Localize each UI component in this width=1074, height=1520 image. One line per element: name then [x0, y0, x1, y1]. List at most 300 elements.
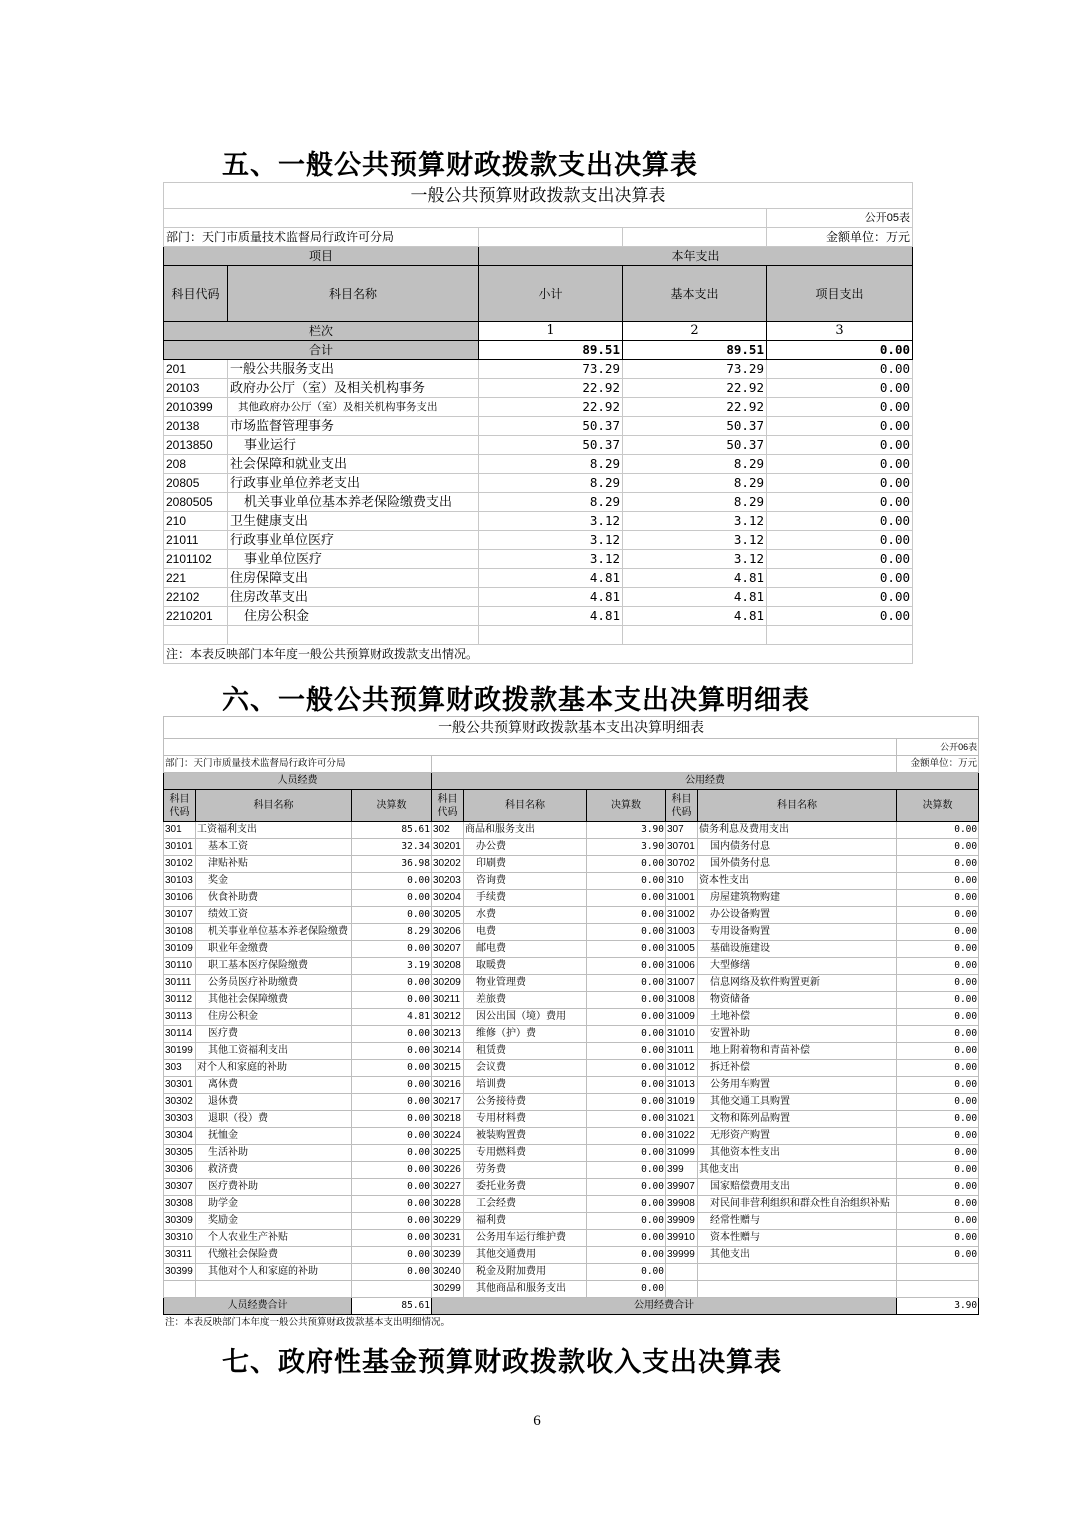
row-code: 20103: [164, 379, 228, 398]
amount-personnel: 36.98: [352, 856, 432, 873]
hdr-amount-2: 决算数: [587, 790, 666, 822]
amount-goods: 0.00: [587, 1213, 666, 1230]
header-current-year: 本年支出: [479, 247, 913, 266]
row-name: 社会保障和就业支出: [228, 455, 479, 474]
code-capital: 30702: [666, 856, 698, 873]
row-basic: 22.92: [623, 379, 767, 398]
header-basic: 基本支出: [623, 266, 767, 322]
row-subtotal: 3.12: [479, 550, 623, 569]
name-goods: 取暖费: [464, 958, 587, 975]
name-personnel: 医疗费: [196, 1026, 352, 1043]
name-goods: 因公出国（境）费用: [464, 1009, 587, 1026]
table-row: [164, 856, 979, 873]
amount-goods: 3.90: [587, 839, 666, 856]
code-personnel: 30307: [164, 1179, 196, 1196]
amount-personnel: 3.19: [352, 958, 432, 975]
row-code: 22102: [164, 588, 228, 607]
amount-personnel: 0.00: [352, 890, 432, 907]
code-personnel: 30110: [164, 958, 196, 975]
code-capital: 39999: [666, 1247, 698, 1264]
amount-personnel: 0.00: [352, 941, 432, 958]
row-project: 0.00: [767, 379, 913, 398]
code-personnel: 30304: [164, 1128, 196, 1145]
amount-capital: 0.00: [897, 1043, 979, 1060]
amount-personnel: 0.00: [352, 1128, 432, 1145]
table-row: [164, 455, 913, 474]
amount-capital: 0.00: [897, 1111, 979, 1128]
name-personnel: 退职（役）费: [196, 1111, 352, 1128]
unit-label-2: 金额单位：万元: [897, 756, 979, 773]
row-subtotal: 4.81: [479, 607, 623, 626]
amount-personnel: 0.00: [352, 1094, 432, 1111]
row-code: 208: [164, 455, 228, 474]
amount-goods: 0.00: [587, 1230, 666, 1247]
section-5-heading: 五、一般公共预算财政拨款支出决算表: [222, 150, 698, 181]
row-project: 0.00: [767, 550, 913, 569]
code-capital: 39908: [666, 1196, 698, 1213]
name-capital: 经常性赠与: [698, 1213, 897, 1230]
name-capital: 地上附着物和青苗补偿: [698, 1043, 897, 1060]
row-name: 住房改革支出: [228, 588, 479, 607]
code-goods: 30201: [432, 839, 464, 856]
amount-personnel: 0.00: [352, 1162, 432, 1179]
code-capital: 31012: [666, 1060, 698, 1077]
amount-personnel: 0.00: [352, 1213, 432, 1230]
header-personnel: 人员经费: [164, 773, 432, 790]
name-capital: 债务利息及费用支出: [698, 822, 897, 839]
name-capital: 安置补助: [698, 1026, 897, 1043]
row-basic: 8.29: [623, 455, 767, 474]
name-personnel: 伙食补助费: [196, 890, 352, 907]
code-goods: 30239: [432, 1247, 464, 1264]
code-personnel: 30311: [164, 1247, 196, 1264]
name-personnel: 其他对个人和家庭的补助: [196, 1264, 352, 1281]
table2-title: 一般公共预算财政拨款基本支出决算明细表: [164, 717, 979, 739]
code-capital: 31005: [666, 941, 698, 958]
name-goods: 电费: [464, 924, 587, 941]
code-goods: 30224: [432, 1128, 464, 1145]
name-personnel: 住房公积金: [196, 1009, 352, 1026]
row-subtotal: 73.29: [479, 360, 623, 379]
amount-capital: [897, 1264, 979, 1281]
table-row: [164, 1111, 979, 1128]
name-personnel: 离休费: [196, 1077, 352, 1094]
amount-personnel: 0.00: [352, 1230, 432, 1247]
table-row: [164, 588, 913, 607]
row-code: 221: [164, 569, 228, 588]
amount-capital: 0.00: [897, 924, 979, 941]
table1-title: 一般公共预算财政拨款支出决算表: [164, 183, 913, 209]
hdr-amount-1: 决算数: [352, 790, 432, 822]
amount-goods: 0.00: [587, 1162, 666, 1179]
row-name: 事业运行: [228, 436, 479, 455]
row-basic: 3.12: [623, 512, 767, 531]
table-row: [164, 1247, 979, 1264]
hdr-code-3: 科目代码: [666, 790, 698, 822]
name-personnel: 医疗费补助: [196, 1179, 352, 1196]
name-capital: 资本性支出: [698, 873, 897, 890]
name-goods: 工会经费: [464, 1196, 587, 1213]
code-capital: 39909: [666, 1213, 698, 1230]
amount-goods: 0.00: [587, 1196, 666, 1213]
code-capital: 399: [666, 1162, 698, 1179]
name-goods: 其他交通费用: [464, 1247, 587, 1264]
table-row: [164, 941, 979, 958]
row-project: 0.00: [767, 531, 913, 550]
header-public: 公用经费: [432, 773, 979, 790]
row-code: 201: [164, 360, 228, 379]
row-project: 0.00: [767, 398, 913, 417]
code-capital: [666, 1281, 698, 1298]
row-subtotal: 50.37: [479, 417, 623, 436]
table-row: [164, 975, 979, 992]
row-name: 行政事业单位养老支出: [228, 474, 479, 493]
name-personnel: 绩效工资: [196, 907, 352, 924]
row-subtotal: 22.92: [479, 398, 623, 417]
amount-capital: 0.00: [897, 1247, 979, 1264]
row-name: 其他政府办公厅（室）及相关机构事务支出: [228, 398, 479, 417]
table-row: [164, 1162, 979, 1179]
public-total-label: 公用经费合计: [432, 1298, 897, 1315]
amount-capital: 0.00: [897, 975, 979, 992]
table-row: [164, 1179, 979, 1196]
table-row: [164, 436, 913, 455]
amount-personnel: 0.00: [352, 1196, 432, 1213]
amount-capital: 0.00: [897, 1060, 979, 1077]
code-goods: 30208: [432, 958, 464, 975]
amount-personnel: 85.61: [352, 822, 432, 839]
amount-personnel: 8.29: [352, 924, 432, 941]
name-capital: 其他支出: [698, 1162, 897, 1179]
code-personnel: 30112: [164, 992, 196, 1009]
table-row: [164, 1230, 979, 1247]
name-capital: 物资储备: [698, 992, 897, 1009]
hdr-code-2: 科目代码: [432, 790, 464, 822]
amount-goods: 0.00: [587, 1060, 666, 1077]
name-goods: 专用燃料费: [464, 1145, 587, 1162]
general-budget-expenditure-table: [163, 182, 913, 664]
col-no-3: 3: [767, 322, 913, 341]
amount-personnel: 32.34: [352, 839, 432, 856]
name-goods: 差旅费: [464, 992, 587, 1009]
amount-goods: 0.00: [587, 856, 666, 873]
code-personnel: 30114: [164, 1026, 196, 1043]
row-subtotal: 4.81: [479, 588, 623, 607]
amount-goods: 0.00: [587, 958, 666, 975]
amount-personnel: 0.00: [352, 1145, 432, 1162]
hdr-amount-3: 决算数: [897, 790, 979, 822]
name-capital: 信息网络及软件购置更新: [698, 975, 897, 992]
hdr-code-1: 科目代码: [164, 790, 196, 822]
name-capital: [698, 1281, 897, 1298]
amount-personnel: 0.00: [352, 1264, 432, 1281]
row-project: 0.00: [767, 493, 913, 512]
name-goods: 印刷费: [464, 856, 587, 873]
header-item: 项目: [164, 247, 479, 266]
row-subtotal: 4.81: [479, 569, 623, 588]
name-capital: 国家赔偿费用支出: [698, 1179, 897, 1196]
amount-goods: 0.00: [587, 1128, 666, 1145]
amount-personnel: 0.00: [352, 873, 432, 890]
amount-goods: 3.90: [587, 822, 666, 839]
header-name: 科目名称: [228, 266, 479, 322]
table-row: [164, 1145, 979, 1162]
row-project: 0.00: [767, 607, 913, 626]
table-row: [164, 1043, 979, 1060]
name-personnel: 其他工资福利支出: [196, 1043, 352, 1060]
amount-personnel: 0.00: [352, 1247, 432, 1264]
total-subtotal: 89.51: [479, 341, 623, 360]
row-project: 0.00: [767, 569, 913, 588]
table-row: [164, 1077, 979, 1094]
code-personnel: 301: [164, 822, 196, 839]
amount-personnel: 0.00: [352, 1077, 432, 1094]
name-personnel: 生活补助: [196, 1145, 352, 1162]
code-personnel: 303: [164, 1060, 196, 1077]
public-total: 3.90: [897, 1298, 979, 1315]
name-personnel: 救济费: [196, 1162, 352, 1179]
amount-capital: 0.00: [897, 992, 979, 1009]
table-row: [164, 512, 913, 531]
amount-capital: 0.00: [897, 856, 979, 873]
row-code: 21011: [164, 531, 228, 550]
code-goods: 30202: [432, 856, 464, 873]
amount-goods: 0.00: [587, 1247, 666, 1264]
name-capital: 拆迁补偿: [698, 1060, 897, 1077]
row-code: 2010399: [164, 398, 228, 417]
section-6-heading: 六、一般公共预算财政拨款基本支出决算明细表: [222, 685, 810, 716]
header-column-index: 栏次: [164, 322, 479, 341]
name-goods: 公务接待费: [464, 1094, 587, 1111]
amount-capital: 0.00: [897, 941, 979, 958]
code-personnel: 30109: [164, 941, 196, 958]
name-capital: 国外债务付息: [698, 856, 897, 873]
name-goods: 税金及附加费用: [464, 1264, 587, 1281]
amount-goods: 0.00: [587, 1026, 666, 1043]
amount-personnel: 4.81: [352, 1009, 432, 1026]
code-personnel: 30199: [164, 1043, 196, 1060]
amount-goods: 0.00: [587, 890, 666, 907]
name-goods: 被装购置费: [464, 1128, 587, 1145]
name-capital: 国内债务付息: [698, 839, 897, 856]
code-goods: 30207: [432, 941, 464, 958]
code-capital: 31006: [666, 958, 698, 975]
amount-goods: 0.00: [587, 1281, 666, 1298]
table-row: [164, 1094, 979, 1111]
row-subtotal: 8.29: [479, 493, 623, 512]
name-capital: 基础设施建设: [698, 941, 897, 958]
name-capital: 土地补偿: [698, 1009, 897, 1026]
amount-personnel: 0.00: [352, 975, 432, 992]
name-goods: 培训费: [464, 1077, 587, 1094]
row-subtotal: 3.12: [479, 512, 623, 531]
amount-goods: 0.00: [587, 1077, 666, 1094]
table-row: [164, 607, 913, 626]
code-capital: [666, 1264, 698, 1281]
amount-capital: 0.00: [897, 958, 979, 975]
code-capital: 39910: [666, 1230, 698, 1247]
name-goods: 租赁费: [464, 1043, 587, 1060]
name-personnel: 奖金: [196, 873, 352, 890]
page-number: 6: [533, 1413, 541, 1429]
section-7-heading: 七、政府性基金预算财政拨款收入支出决算表: [222, 1347, 782, 1378]
table-row: [164, 839, 979, 856]
amount-goods: 0.00: [587, 975, 666, 992]
name-capital: 无形资产购置: [698, 1128, 897, 1145]
form-number: 公开05表: [767, 209, 913, 228]
name-goods: 办公费: [464, 839, 587, 856]
table-row: [164, 1264, 979, 1281]
amount-goods: 0.00: [587, 1111, 666, 1128]
name-personnel: 奖励金: [196, 1213, 352, 1230]
total-label: 合计: [164, 341, 479, 360]
table-row: [164, 1009, 979, 1026]
amount-capital: 0.00: [897, 890, 979, 907]
name-goods: 手续费: [464, 890, 587, 907]
name-goods: 维修（护）费: [464, 1026, 587, 1043]
name-capital: 对民间非营利组织和群众性自治组织补贴: [698, 1196, 897, 1213]
hdr-name-3: 科目名称: [698, 790, 897, 822]
row-name: 一般公共服务支出: [228, 360, 479, 379]
table-row: [164, 1060, 979, 1077]
code-personnel: 30302: [164, 1094, 196, 1111]
name-goods: 委托业务费: [464, 1179, 587, 1196]
code-goods: 30211: [432, 992, 464, 1009]
table-row: [164, 924, 979, 941]
amount-capital: 0.00: [897, 839, 979, 856]
code-goods: 30215: [432, 1060, 464, 1077]
code-personnel: 30306: [164, 1162, 196, 1179]
name-personnel: 代缴社会保险费: [196, 1247, 352, 1264]
code-personnel: 30305: [164, 1145, 196, 1162]
table-row: [164, 890, 979, 907]
row-project: 0.00: [767, 474, 913, 493]
name-personnel: 退休费: [196, 1094, 352, 1111]
code-capital: 31021: [666, 1111, 698, 1128]
table-row: [164, 493, 913, 512]
amount-goods: 0.00: [587, 1009, 666, 1026]
amount-goods: 0.00: [587, 1145, 666, 1162]
name-capital: 公务用车购置: [698, 1077, 897, 1094]
code-capital: 39907: [666, 1179, 698, 1196]
table-row: [164, 1128, 979, 1145]
name-personnel: 职业年金缴费: [196, 941, 352, 958]
row-name: 政府办公厅（室）及相关机构事务: [228, 379, 479, 398]
table-row: [164, 398, 913, 417]
table-row: [164, 958, 979, 975]
code-goods: 30204: [432, 890, 464, 907]
code-goods: 30212: [432, 1009, 464, 1026]
code-personnel: 30106: [164, 890, 196, 907]
table-row: [164, 822, 979, 839]
row-project: 0.00: [767, 455, 913, 474]
name-personnel: 助学金: [196, 1196, 352, 1213]
amount-capital: 0.00: [897, 1162, 979, 1179]
code-goods: 30214: [432, 1043, 464, 1060]
amount-goods: 0.00: [587, 1094, 666, 1111]
amount-capital: 0.00: [897, 1128, 979, 1145]
row-project: 0.00: [767, 512, 913, 531]
code-goods: 30229: [432, 1213, 464, 1230]
code-goods: 30213: [432, 1026, 464, 1043]
row-basic: 4.81: [623, 588, 767, 607]
code-goods: 302: [432, 822, 464, 839]
row-basic: 4.81: [623, 569, 767, 588]
code-capital: 31099: [666, 1145, 698, 1162]
code-goods: 30205: [432, 907, 464, 924]
code-personnel: 30301: [164, 1077, 196, 1094]
name-capital: 其他交通工具购置: [698, 1094, 897, 1111]
amount-personnel: 0.00: [352, 1026, 432, 1043]
code-goods: 30228: [432, 1196, 464, 1213]
row-name: 事业单位医疗: [228, 550, 479, 569]
code-capital: 31013: [666, 1077, 698, 1094]
code-personnel: 30108: [164, 924, 196, 941]
amount-capital: 0.00: [897, 1094, 979, 1111]
code-capital: 30701: [666, 839, 698, 856]
amount-personnel: 0.00: [352, 1043, 432, 1060]
name-capital: 其他资本性支出: [698, 1145, 897, 1162]
code-goods: 30206: [432, 924, 464, 941]
table-row: [164, 550, 913, 569]
name-goods: 福利费: [464, 1213, 587, 1230]
amount-personnel: [352, 1281, 432, 1298]
code-personnel: [164, 1281, 196, 1298]
amount-capital: 0.00: [897, 1009, 979, 1026]
amount-goods: 0.00: [587, 941, 666, 958]
personnel-total: 85.61: [352, 1298, 432, 1315]
name-capital: 其他支出: [698, 1247, 897, 1264]
amount-personnel: 0.00: [352, 992, 432, 1009]
row-code: 2101102: [164, 550, 228, 569]
code-personnel: 30101: [164, 839, 196, 856]
row-name: 卫生健康支出: [228, 512, 479, 531]
department-label-2: 部门：天门市质量技术监督局行政许可分局: [164, 756, 432, 773]
amount-capital: 0.00: [897, 1230, 979, 1247]
row-project: 0.00: [767, 360, 913, 379]
code-capital: 31011: [666, 1043, 698, 1060]
amount-capital: 0.00: [897, 1077, 979, 1094]
amount-capital: 0.00: [897, 1179, 979, 1196]
total-project: 0.00: [767, 341, 913, 360]
row-basic: 73.29: [623, 360, 767, 379]
form-number-2: 公开06表: [897, 739, 979, 756]
code-capital: 31007: [666, 975, 698, 992]
code-capital: 31003: [666, 924, 698, 941]
name-personnel: [196, 1281, 352, 1298]
amount-goods: 0.00: [587, 873, 666, 890]
name-goods: 专用材料费: [464, 1111, 587, 1128]
amount-personnel: 0.00: [352, 1060, 432, 1077]
amount-personnel: 0.00: [352, 1111, 432, 1128]
name-goods: 邮电费: [464, 941, 587, 958]
amount-goods: 0.00: [587, 924, 666, 941]
hdr-name-2: 科目名称: [464, 790, 587, 822]
row-basic: 50.37: [623, 417, 767, 436]
row-subtotal: 8.29: [479, 455, 623, 474]
header-code: 科目代码: [164, 266, 228, 322]
name-goods: 劳务费: [464, 1162, 587, 1179]
amount-capital: [897, 1281, 979, 1298]
name-goods: 会议费: [464, 1060, 587, 1077]
code-personnel: 30103: [164, 873, 196, 890]
row-name: 机关事业单位基本养老保险缴费支出: [228, 493, 479, 512]
table-row: [164, 1196, 979, 1213]
row-basic: 8.29: [623, 493, 767, 512]
code-capital: 31009: [666, 1009, 698, 1026]
code-personnel: 30399: [164, 1264, 196, 1281]
table1-note: 注：本表反映部门本年度一般公共预算财政拨款支出情况。: [164, 645, 913, 664]
